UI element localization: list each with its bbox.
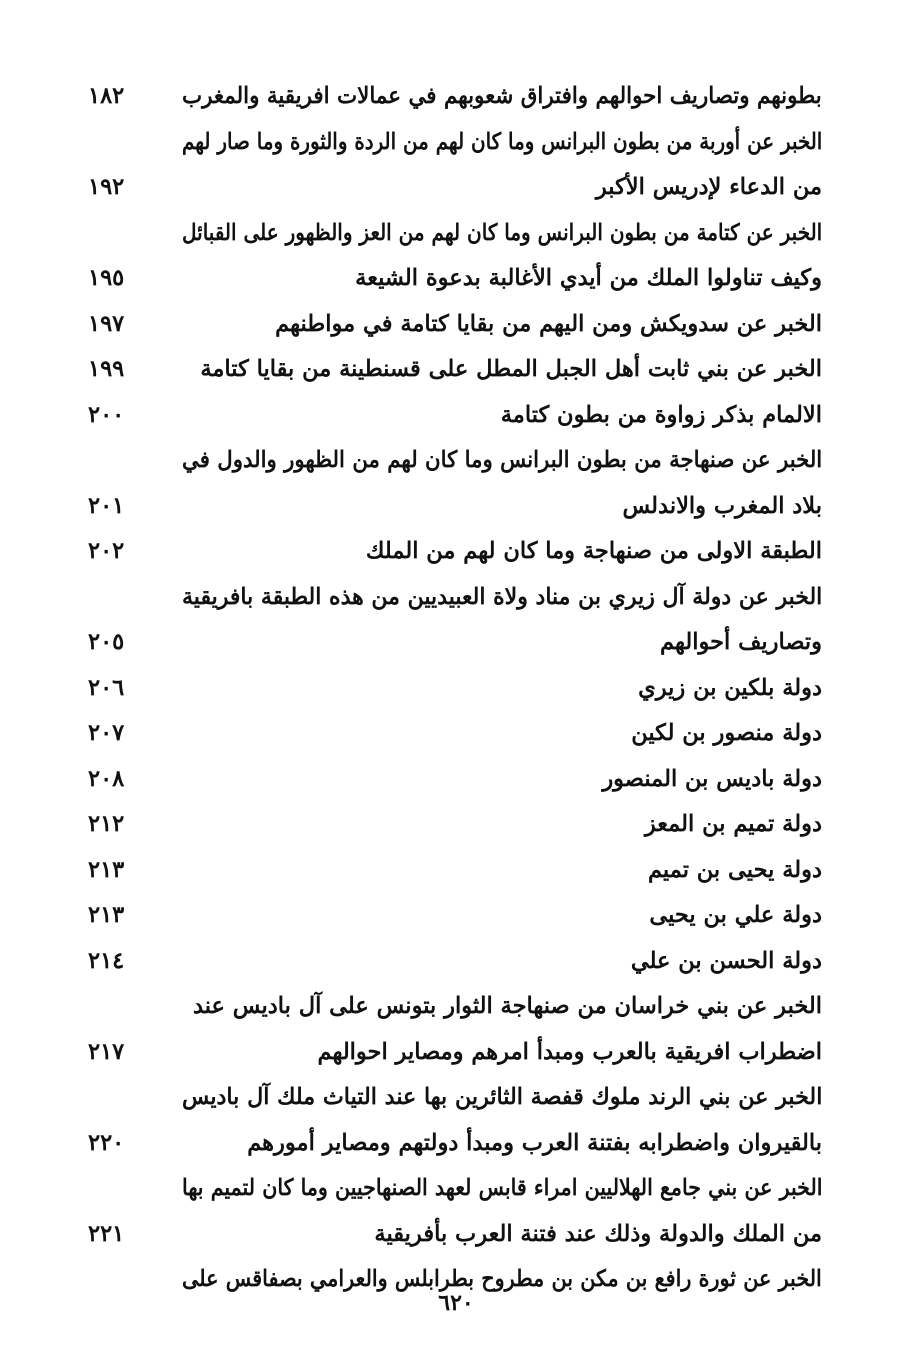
toc-entry-title: دولة باديس بن المنصور bbox=[602, 765, 822, 792]
toc-entry bbox=[80, 1212, 832, 1258]
toc-entry bbox=[80, 529, 832, 575]
toc-entry bbox=[80, 802, 832, 848]
toc-entry-page-number: ٢٠١ bbox=[88, 492, 125, 519]
toc-entry-page-number: ٢١٧ bbox=[88, 1038, 125, 1065]
toc-entry-title: بلاد المغرب والاندلس bbox=[622, 492, 822, 519]
toc-entry-title: بطونهم وتصاريف احوالهم وافتراق شعوبهم في عمالات افريقية والمغرب bbox=[182, 83, 822, 109]
toc-entry-title: من الملك والدولة وذلك عند فتنة العرب بأفريقية bbox=[374, 1220, 822, 1247]
toc-entry-page-number: ٢١٣ bbox=[88, 902, 125, 928]
toc-entry bbox=[80, 757, 832, 803]
page-number: ٦٢٠ bbox=[438, 1290, 474, 1316]
table-of-contents bbox=[80, 74, 832, 1303]
toc-entry bbox=[80, 984, 832, 1030]
toc-entry-title: دولة منصور بن لكين bbox=[631, 720, 822, 746]
toc-entry-title: الخبر عن بني خراسان من صنهاجة الثوار بتونس على آل باديس عند bbox=[192, 993, 822, 1019]
toc-entry-page-number: ٢٢٠ bbox=[88, 1129, 125, 1156]
toc-entry bbox=[80, 711, 832, 757]
toc-entry bbox=[80, 347, 832, 393]
toc-entry bbox=[80, 302, 832, 348]
toc-entry bbox=[80, 893, 832, 939]
toc-entry-page-number: ١٩٧ bbox=[88, 310, 125, 337]
toc-entry-title: الخبر عن كتامة من بطون البرانس وما كان لهم من العز والظهور على القبائل bbox=[181, 219, 822, 246]
toc-entry-title: دولة يحيى بن تميم bbox=[647, 856, 822, 883]
toc-entry-page-number: ٢٠٨ bbox=[88, 765, 125, 792]
toc-entry bbox=[80, 165, 832, 211]
toc-entry-title: دولة بلكين بن زيري bbox=[638, 674, 822, 701]
toc-entry-page-number: ١٨٢ bbox=[88, 83, 125, 109]
toc-entry-title: الخبر عن بني ثابت أهل الجبل المطل على قسنطينة من بقايا كتامة bbox=[200, 356, 822, 382]
toc-entry-title: الالمام بذكر زواوة من بطون كتامة bbox=[500, 401, 822, 428]
toc-entry bbox=[80, 74, 832, 120]
toc-entry-page-number: ١٩٩ bbox=[88, 356, 125, 382]
toc-entry-title: دولة علي بن يحيى bbox=[649, 902, 822, 928]
toc-entry-page-number: ٢٠٢ bbox=[88, 538, 125, 564]
toc-entry-title: وكيف تناولوا الملك من أيدي الأغالبة بدعوة الشيعة bbox=[355, 265, 822, 291]
toc-entry-page-number: ١٩٢ bbox=[88, 174, 125, 200]
toc-entry bbox=[80, 939, 832, 985]
toc-entry-title: اضطراب افريقية بالعرب ومبدأ امرهم ومصاير احوالهم bbox=[317, 1038, 822, 1065]
toc-entry-title: الخبر عن دولة آل زيري بن مناد ولاة العبيديين من هذه الطبقة بافريقية bbox=[181, 583, 822, 610]
toc-entry-title: الخبر عن ثورة رافع بن مكن بن مطروح بطرابلس والعرامي بصفاقس على bbox=[182, 1266, 822, 1292]
toc-entry bbox=[80, 620, 832, 666]
toc-entry-title: الخبر عن أوربة من بطون البرانس وما كان لهم من الردة والثورة وما صار لهم bbox=[181, 128, 822, 155]
toc-entry-page-number: ٢٠٦ bbox=[88, 674, 125, 701]
toc-entry bbox=[80, 1075, 832, 1121]
toc-entry-title: الطبقة الاولى من صنهاجة وما كان لهم من الملك bbox=[365, 538, 822, 564]
toc-entry-title: دولة تميم بن المعز bbox=[644, 811, 822, 837]
toc-entry bbox=[80, 438, 832, 484]
toc-entry bbox=[80, 393, 832, 439]
toc-entry-page-number: ٢٠٠ bbox=[88, 401, 125, 428]
toc-entry-page-number: ٢٠٧ bbox=[88, 720, 125, 746]
toc-entry-page-number: ٢١٤ bbox=[88, 947, 125, 974]
toc-entry bbox=[80, 256, 832, 302]
toc-entry-page-number: ٢١٢ bbox=[88, 811, 125, 837]
toc-entry-page-number: ١٩٥ bbox=[88, 265, 125, 291]
toc-entry bbox=[80, 211, 832, 257]
toc-entry-title: الخبر عن سدويكش ومن اليهم من بقايا كتامة في مواطنهم bbox=[275, 310, 822, 337]
toc-entry-title: الخبر عن بني جامع الهلاليين امراء قابس لعهد الصنهاجيين وما كان لتميم بها bbox=[181, 1175, 822, 1201]
toc-entry-title: الخبر عن بني الرند ملوك قفصة الثائرين بها عند التياث ملك آل باديس bbox=[181, 1084, 822, 1110]
toc-entry-title: وتصاريف أحوالهم bbox=[660, 629, 822, 655]
toc-entry-title: بالقيروان واضطرابه بفتنة العرب ومبدأ دولتهم ومصاير أمورهم bbox=[247, 1129, 822, 1156]
toc-entry bbox=[80, 1030, 832, 1076]
toc-entry bbox=[80, 666, 832, 712]
toc-entry-page-number: ٢٢١ bbox=[88, 1220, 125, 1247]
toc-entry-title: دولة الحسن بن علي bbox=[630, 947, 822, 974]
toc-entry bbox=[80, 1121, 832, 1167]
toc-entry-page-number: ٢٠٥ bbox=[88, 629, 125, 655]
toc-entry-title: من الدعاء لإدريس الأكبر bbox=[595, 174, 822, 200]
toc-entry bbox=[80, 848, 832, 894]
toc-entry bbox=[80, 575, 832, 621]
toc-entry bbox=[80, 484, 832, 530]
toc-entry-title: الخبر عن صنهاجة من بطون البرانس وما كان لهم من الظهور والدول في bbox=[181, 447, 822, 473]
toc-entry bbox=[80, 1166, 832, 1212]
toc-entry bbox=[80, 120, 832, 166]
toc-entry-page-number: ٢١٣ bbox=[88, 856, 125, 883]
